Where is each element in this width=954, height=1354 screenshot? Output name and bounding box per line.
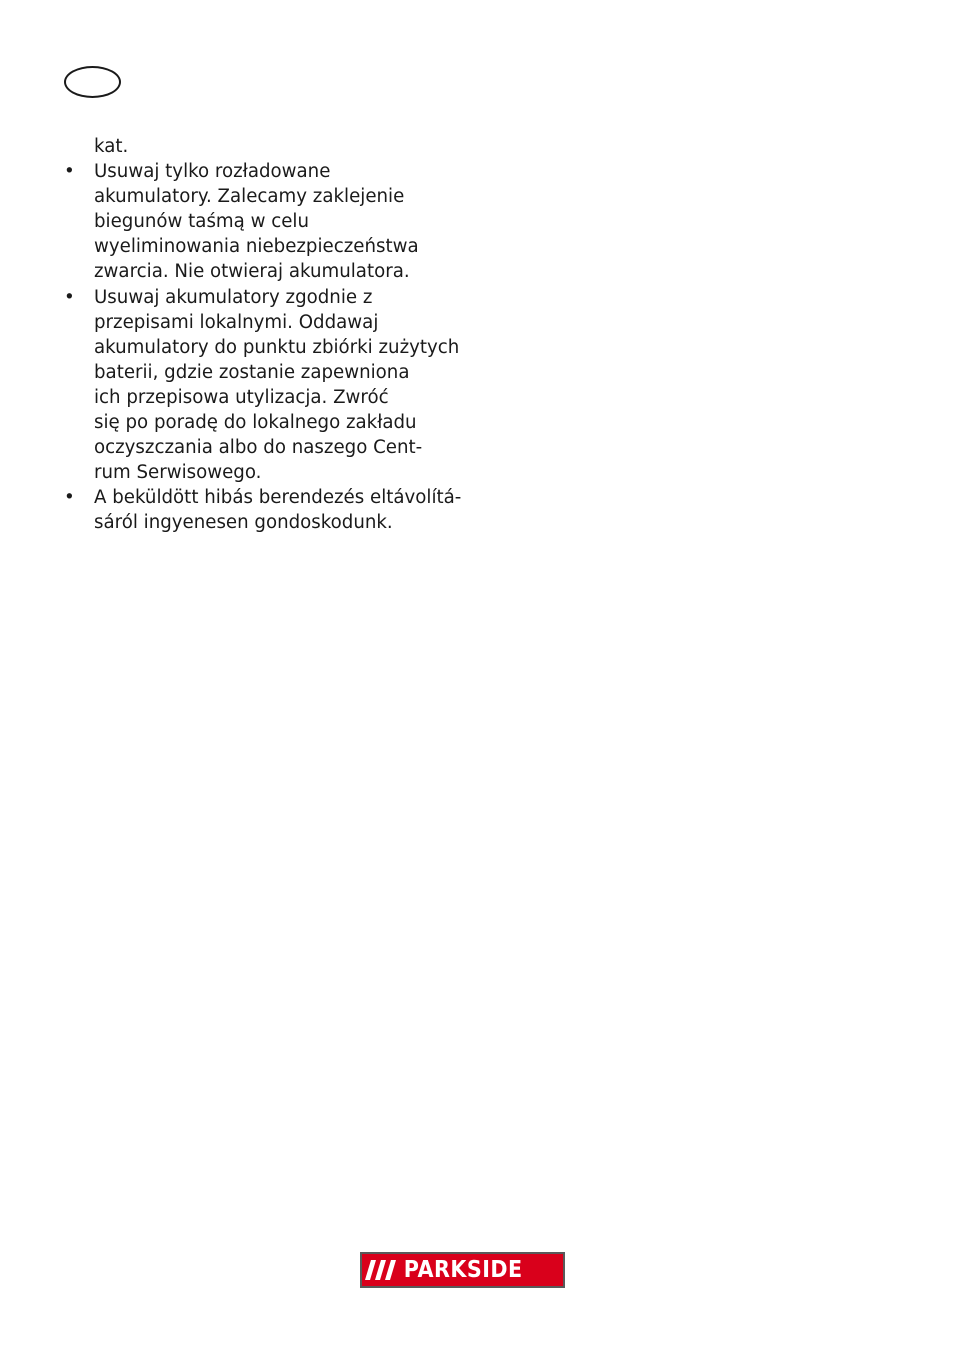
text-line: rum Serwisowego. bbox=[94, 462, 262, 484]
text-line: oczyszczania albo do naszego Cent- bbox=[94, 437, 423, 459]
text-line: ich przepisowa utylizacja. Zwróć bbox=[94, 386, 389, 408]
text-line: • Usuwaj akumulatory zgodnie z bbox=[62, 285, 462, 310]
text-line: kat. bbox=[94, 136, 129, 157]
logo-wordmark: PARKSIDE bbox=[403, 1257, 523, 1283]
language-badge bbox=[64, 66, 121, 98]
text-line: zwarcia. Nie otwieraj akumulatora. bbox=[94, 261, 410, 283]
text-line: biegunów taśmą w celu bbox=[94, 211, 309, 233]
bullet-item bbox=[62, 159, 462, 284]
bullet-item bbox=[62, 485, 462, 535]
bullet-icon: • bbox=[64, 161, 75, 183]
paragraph-continuation bbox=[62, 134, 462, 159]
bullet-item bbox=[62, 285, 462, 486]
text-line: akumulatory do punktu zbiórki zużytych bbox=[94, 336, 460, 358]
bullet-icon: • bbox=[64, 286, 75, 308]
text-line: akumulatory. Zalecamy zaklejenie bbox=[94, 186, 405, 208]
text-line: się po poradę do lokalnego zakładu bbox=[94, 412, 417, 434]
parkside-logo bbox=[360, 1252, 565, 1288]
text-line: • Usuwaj tylko rozładowane bbox=[62, 159, 462, 184]
text-line: • A beküldött hibás berendezés eltávolítá- bbox=[62, 485, 462, 510]
logo-slashes-icon bbox=[362, 1254, 402, 1286]
text-line: przepisami lokalnymi. Oddawaj bbox=[94, 311, 379, 333]
text-line: wyeliminowania niebezpieczeństwa bbox=[94, 236, 419, 258]
bullet-icon: • bbox=[64, 487, 75, 509]
text-line: sáról ingyenesen gondoskodunk. bbox=[94, 512, 393, 534]
document-body bbox=[62, 134, 462, 536]
text-line: baterii, gdzie zostanie zapewniona bbox=[94, 361, 410, 383]
